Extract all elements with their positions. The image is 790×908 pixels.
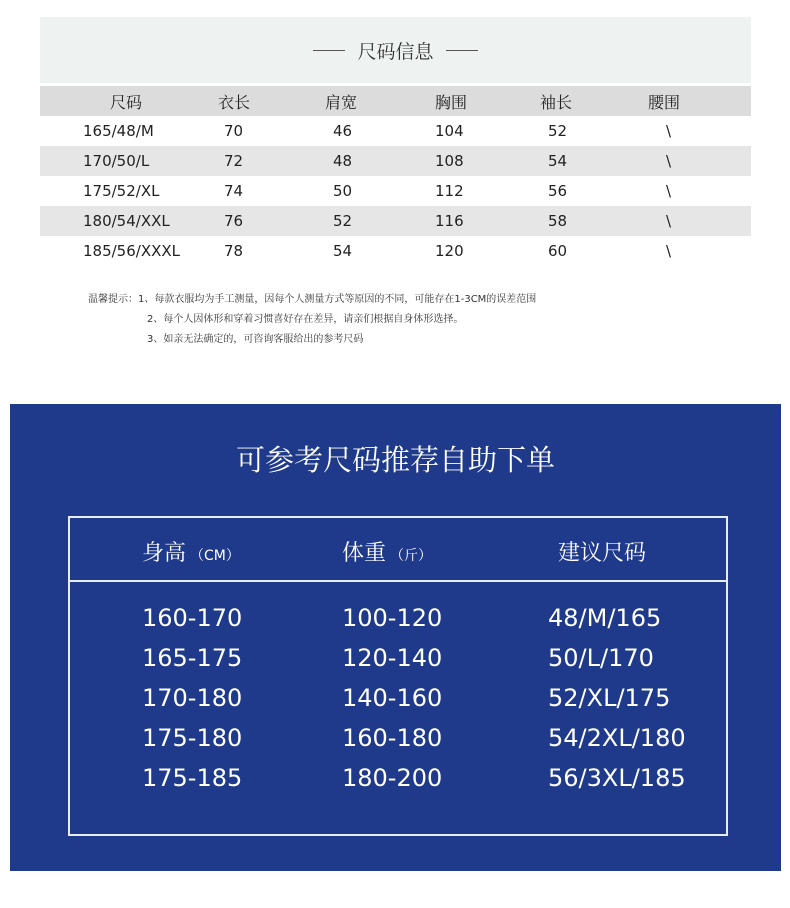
waist-cell: \: [666, 182, 672, 200]
size-recommendation-panel: [10, 404, 781, 871]
weight-cell: 160-180: [342, 724, 443, 752]
header-weight: [342, 536, 432, 567]
table-row: [40, 116, 751, 146]
size-cell: 180/54/XXL: [83, 212, 170, 230]
suggested-size-cell: 56/3XL/185: [548, 764, 686, 792]
header-weight-label: 体重: [342, 541, 387, 566]
sleeve-cell: 54: [548, 152, 568, 170]
tip-line-3: 3、如亲无法确定的，可咨询客服给出的参考尺码: [147, 334, 364, 345]
header-shoulder: 肩宽: [325, 92, 358, 112]
size-cell: 170/50/L: [83, 152, 150, 170]
height-cell: 175-185: [142, 764, 243, 792]
suggested-size-cell: 52/XL/175: [548, 684, 671, 712]
chest-cell: 112: [435, 182, 464, 200]
shoulder-cell: 48: [333, 152, 353, 170]
suggested-size-cell: 48/M/165: [548, 604, 662, 632]
sleeve-cell: 60: [548, 242, 568, 260]
length-cell: 72: [224, 152, 244, 170]
length-cell: 76: [224, 212, 244, 230]
shoulder-cell: 46: [333, 122, 353, 140]
suggested-size-cell: 54/2XL/180: [548, 724, 686, 752]
shoulder-cell: 52: [333, 212, 353, 230]
size-info-title: 尺码信息: [357, 40, 434, 63]
table-row: [70, 764, 726, 804]
height-cell: 170-180: [142, 684, 243, 712]
header-sleeve: 袖长: [540, 92, 573, 112]
sleeve-cell: 56: [548, 182, 568, 200]
height-cell: 175-180: [142, 724, 243, 752]
header-height: [142, 536, 240, 567]
header-height-label: 身高: [142, 541, 187, 566]
size-cell: 175/52/XL: [83, 182, 160, 200]
header-suggested-size: [558, 536, 646, 567]
tip-line-1: 温馨提示：1、每款衣服均为手工测量，因每个人测量方式等原因的不同，可能存在1-3CM的误差范围: [88, 294, 537, 305]
length-cell: 70: [224, 122, 244, 140]
suggested-size-cell: 50/L/170: [548, 644, 654, 672]
waist-cell: \: [666, 122, 672, 140]
length-cell: 74: [224, 182, 244, 200]
recommendation-title: 可参考尺码推荐自助下单: [235, 443, 555, 477]
tip-line-2: 2、每个人因体形和穿着习惯喜好存在差异，请亲们根据自身体形选择。: [147, 314, 464, 325]
header-chest: 胸围: [435, 92, 468, 112]
size-cell: 165/48/M: [83, 122, 154, 140]
size-table-header: [40, 86, 751, 116]
waist-cell: \: [666, 212, 672, 230]
size-info-title-bar: [40, 17, 751, 83]
recommendation-header: [70, 518, 726, 582]
length-cell: 78: [224, 242, 244, 260]
sleeve-cell: 58: [548, 212, 568, 230]
weight-cell: 120-140: [342, 644, 443, 672]
header-size: 尺码: [110, 92, 143, 112]
header-suggested-size-label: 建议尺码: [558, 541, 647, 566]
table-row: [40, 146, 751, 176]
weight-cell: 180-200: [342, 764, 443, 792]
header-waist: 腰围: [648, 92, 681, 112]
sleeve-cell: 52: [548, 122, 568, 140]
height-cell: 165-175: [142, 644, 243, 672]
table-row: [40, 236, 751, 266]
table-row: [70, 604, 726, 644]
waist-cell: \: [666, 152, 672, 170]
header-height-unit: （CM）: [190, 548, 240, 564]
weight-cell: 100-120: [342, 604, 443, 632]
shoulder-cell: 54: [333, 242, 353, 260]
table-row: [70, 724, 726, 764]
waist-cell: \: [666, 242, 672, 260]
header-weight-unit: （斤）: [390, 548, 433, 564]
height-cell: 160-170: [142, 604, 243, 632]
table-row: [40, 176, 751, 206]
table-row: [70, 644, 726, 684]
size-cell: 185/56/XXXL: [83, 242, 181, 260]
shoulder-cell: 50: [333, 182, 353, 200]
table-row: [70, 684, 726, 724]
title-dash-right: [446, 50, 478, 51]
title-dash-left: [313, 50, 345, 51]
recommendation-table: [68, 516, 728, 836]
chest-cell: 108: [435, 152, 464, 170]
warm-tips: [88, 290, 536, 350]
table-row: [40, 206, 751, 236]
chest-cell: 104: [435, 122, 464, 140]
size-info-table: [40, 86, 751, 266]
chest-cell: 120: [435, 242, 464, 260]
header-length: 衣长: [218, 92, 251, 112]
chest-cell: 116: [435, 212, 464, 230]
weight-cell: 140-160: [342, 684, 443, 712]
